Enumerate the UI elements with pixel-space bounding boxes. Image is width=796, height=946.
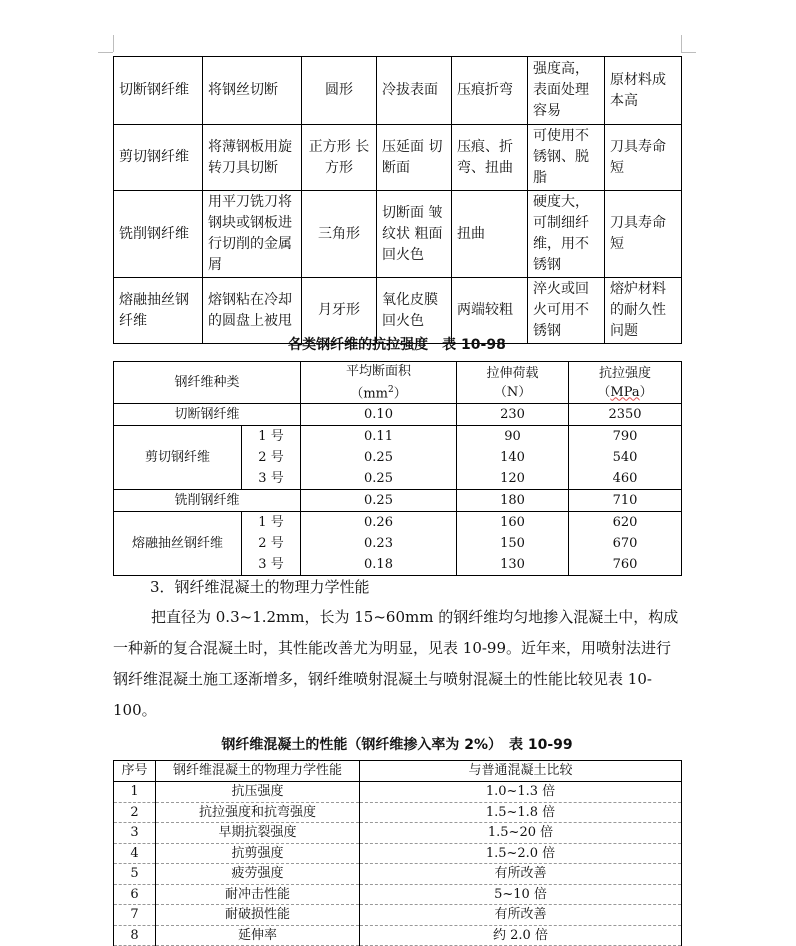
table-row: 1 抗压强度 1.0~1.3 倍 <box>114 782 682 803</box>
cell-method: 将薄钢板用旋转刀具切断 <box>203 125 302 191</box>
concrete-performance-table <box>113 760 682 946</box>
table-row: 3 号 0.18 130 760 <box>114 554 682 576</box>
table-row: 剪切钢纤维 1 号 0.11 90 790 <box>114 426 682 448</box>
table-header-row <box>114 761 682 782</box>
header-load: 拉伸荷载 （N） <box>457 362 569 404</box>
cell-name: 切断钢纤维 <box>114 57 203 125</box>
header-area <box>301 362 457 404</box>
table-row: 2 抗拉强度和抗弯强度 1.5~1.8 倍 <box>114 802 682 823</box>
cell-surface: 压延面 切断面 <box>377 125 452 191</box>
header-area-line2: $(mm^2)$ <box>350 385 407 402</box>
tensile-strength-table <box>113 361 682 576</box>
table-row: 5 疲劳强度 有所改善 <box>114 864 682 885</box>
table-row <box>114 191 682 278</box>
header-strength: 抗拉强度 （MPa） <box>569 362 682 404</box>
cell-advantage: 淬火或回火可用不锈钢 <box>528 278 605 344</box>
header-comparison: 与普通混凝土比较 <box>360 761 682 782</box>
cell-disadvantage: 熔炉材料的耐久性问题 <box>605 278 682 344</box>
table-row: 6 耐冲击性能 5~10 倍 <box>114 884 682 905</box>
cell-name: 铣削钢纤维 <box>114 191 203 278</box>
cell-disadvantage: 刀具寿命短 <box>605 191 682 278</box>
page-corner-mark <box>681 35 682 52</box>
table-row: 7 耐破损性能 有所改善 <box>114 905 682 926</box>
header-fiber-type: 钢纤维种类 <box>114 362 301 404</box>
cell-deform: 压痕、折弯、扭曲 <box>452 125 528 191</box>
header-property: 钢纤维混凝土的物理力学性能 <box>156 761 360 782</box>
cell-shape: 月牙形 <box>302 278 377 344</box>
cell-shape: 正方形 长方形 <box>302 125 377 191</box>
table-row: 铣削钢纤维 0.25 180 710 <box>114 490 682 512</box>
page-corner-mark <box>113 35 114 52</box>
table-row: 2 号 0.23 150 670 <box>114 533 682 554</box>
cell-method: 用平刀铣刀将钢块或钢板进行切削的金属屑 <box>203 191 302 278</box>
cell-surface: 氧化皮膜回火色 <box>377 278 452 344</box>
table-row: 3 号 0.25 120 460 <box>114 468 682 490</box>
cell-method: 将钢丝切断 <box>203 57 302 125</box>
cell-disadvantage: 原材料成本高 <box>605 57 682 125</box>
table-row: 3 早期抗裂强度 1.5~20 倍 <box>114 823 682 844</box>
table-header-row <box>114 362 682 404</box>
section-heading: 3．钢纤维混凝土的物理力学性能 <box>150 578 370 596</box>
cell-surface: 切断面 皱纹状 粗面回火色 <box>377 191 452 278</box>
cell-surface: 冷拔表面 <box>377 57 452 125</box>
cell-shape: 三角形 <box>302 191 377 278</box>
table-row <box>114 57 682 125</box>
table-caption: 钢纤维混凝土的性能（钢纤维掺入率为 2%） 表 10-99 <box>221 737 573 753</box>
cell-name: 熔融抽丝钢纤维 <box>114 278 203 344</box>
cell-name: 剪切钢纤维 <box>114 125 203 191</box>
body-paragraph: 把直径为 0.3~1.2mm，长为 15~60mm 的钢纤维均匀地掺入混凝土中，构成一种新的复合混凝土时，其性能改善尤为明显，见表 10-99。近年来，用喷射法进行钢纤维混凝土施工逐渐增多，钢纤维喷射混凝土与喷射混凝土的性能比较见表 10-100。 <box>113 608 679 719</box>
cell-deform: 扭曲 <box>452 191 528 278</box>
cell-advantage: 强度高，表面处理容易 <box>528 57 605 125</box>
cell-deform: 两端较粗 <box>452 278 528 344</box>
page-corner-mark <box>681 52 696 53</box>
cell-advantage: 硬度大，可制细纤维，用不锈钢 <box>528 191 605 278</box>
cell-disadvantage: 刀具寿命短 <box>605 125 682 191</box>
page-corner-mark <box>98 52 113 53</box>
table-row: 熔融抽丝钢纤维 1 号 0.26 160 620 <box>114 512 682 534</box>
cell-method: 熔钢粘在冷却的圆盘上被甩 <box>203 278 302 344</box>
fiber-production-table <box>113 56 682 344</box>
header-no: 序号 <box>114 761 156 782</box>
cell-advantage: 可使用不锈钢、脱脂 <box>528 125 605 191</box>
table-row: 4 抗剪强度 1.5~2.0 倍 <box>114 843 682 864</box>
cell-shape: 圆形 <box>302 57 377 125</box>
cell-deform: 压痕折弯 <box>452 57 528 125</box>
header-area-line1: 平均断面积 <box>346 364 412 379</box>
table-row: 8 延伸率 约 2.0 倍 <box>114 925 682 946</box>
table-row: 切断钢纤维 0.10 230 2350 <box>114 404 682 426</box>
table-row: 2 号 0.25 140 540 <box>114 447 682 468</box>
table-row <box>114 125 682 191</box>
table-caption: 各类钢纤维的抗拉强度 表 10-98 <box>288 337 506 353</box>
